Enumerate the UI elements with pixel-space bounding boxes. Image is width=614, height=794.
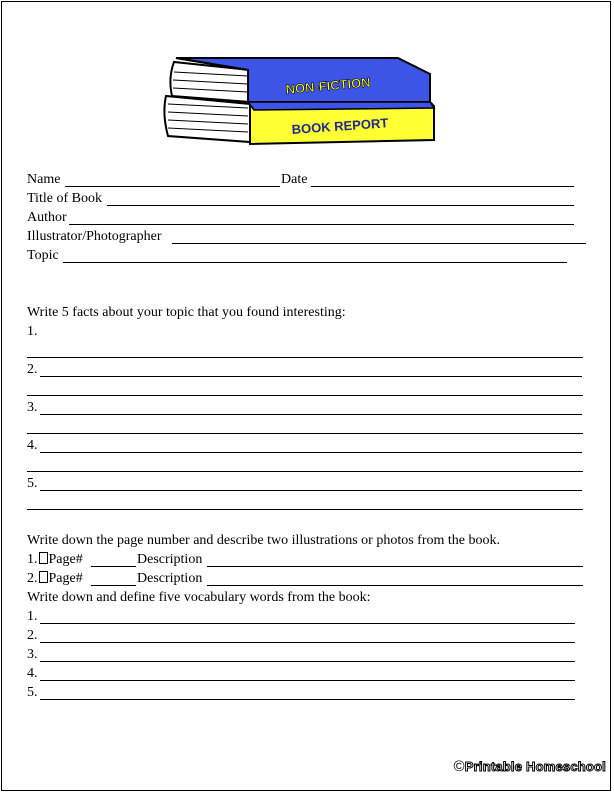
description-label-1: Description bbox=[137, 552, 203, 567]
author-field-line[interactable] bbox=[69, 224, 574, 225]
vocab-number-4: 4. bbox=[27, 666, 38, 681]
book-stack-illustration bbox=[158, 44, 448, 154]
fact-line-5b[interactable] bbox=[27, 509, 583, 510]
fact-line-3b[interactable] bbox=[27, 433, 583, 434]
topic-label: Topic bbox=[27, 248, 59, 263]
fact-line-4b[interactable] bbox=[27, 471, 583, 472]
facts-prompt: Write 5 facts about your topic that you found interesting: bbox=[27, 305, 346, 320]
checkbox-glyph bbox=[39, 552, 48, 564]
banner-line1: NON-FICTION bbox=[284, 74, 372, 97]
vocab-line-5[interactable] bbox=[40, 699, 575, 700]
copyright-notice bbox=[453, 758, 606, 775]
name-field-line[interactable] bbox=[65, 186, 280, 187]
copyright-text: Printable Homeschool bbox=[464, 759, 606, 774]
vocab-line-1[interactable] bbox=[40, 623, 575, 624]
copyright-symbol: © bbox=[453, 758, 465, 775]
checkbox-glyph bbox=[39, 571, 48, 583]
illustrator-field-line[interactable] bbox=[172, 243, 586, 244]
banner-line2: BOOK REPORT bbox=[291, 115, 389, 137]
date-label: Date bbox=[281, 172, 308, 187]
fact-number-1: 1. bbox=[27, 324, 38, 339]
fact-line-3a[interactable] bbox=[40, 414, 582, 415]
illustration-number-1: 1. bbox=[27, 552, 38, 567]
page-label-2: Page# bbox=[48, 571, 83, 586]
fact-number-4: 4. bbox=[27, 438, 38, 453]
title-field-line[interactable] bbox=[107, 205, 574, 206]
name-label: Name bbox=[27, 172, 61, 187]
vocab-number-2: 2. bbox=[27, 628, 38, 643]
fact-number-5: 5. bbox=[27, 476, 38, 491]
illustrator-label: Illustrator/Photographer bbox=[27, 229, 162, 244]
vocab-number-5: 5. bbox=[27, 685, 38, 700]
illustration-row-1 bbox=[27, 552, 83, 568]
description-line-2[interactable] bbox=[207, 585, 583, 586]
vocab-number-1: 1. bbox=[27, 609, 38, 624]
illustrations-prompt: Write down the page number and describe two illustrations or photos from the book. bbox=[27, 533, 500, 548]
vocab-line-4[interactable] bbox=[40, 680, 575, 681]
illustration-row-2 bbox=[27, 571, 83, 587]
page-number-line-1[interactable] bbox=[91, 566, 136, 567]
author-label: Author bbox=[27, 210, 67, 225]
date-field-line[interactable] bbox=[311, 186, 574, 187]
page-label-1: Page# bbox=[48, 552, 83, 567]
page-number-line-2[interactable] bbox=[91, 585, 136, 586]
vocab-number-3: 3. bbox=[27, 647, 38, 662]
vocabulary-prompt: Write down and define five vocabulary words from the book: bbox=[27, 590, 371, 605]
fact-line-2b[interactable] bbox=[27, 395, 583, 396]
illustration-number-2: 2. bbox=[27, 571, 38, 586]
title-label: Title of Book bbox=[27, 191, 102, 206]
fact-number-2: 2. bbox=[27, 362, 38, 377]
fact-line-2a[interactable] bbox=[40, 376, 582, 377]
vocab-line-3[interactable] bbox=[40, 661, 575, 662]
topic-field-line[interactable] bbox=[63, 262, 567, 263]
fact-line-1b[interactable] bbox=[27, 357, 583, 358]
fact-line-5a[interactable] bbox=[40, 490, 582, 491]
fact-number-3: 3. bbox=[27, 400, 38, 415]
description-label-2: Description bbox=[137, 571, 203, 586]
vocab-line-2[interactable] bbox=[40, 642, 575, 643]
fact-line-4a[interactable] bbox=[40, 452, 582, 453]
description-line-1[interactable] bbox=[207, 566, 583, 567]
